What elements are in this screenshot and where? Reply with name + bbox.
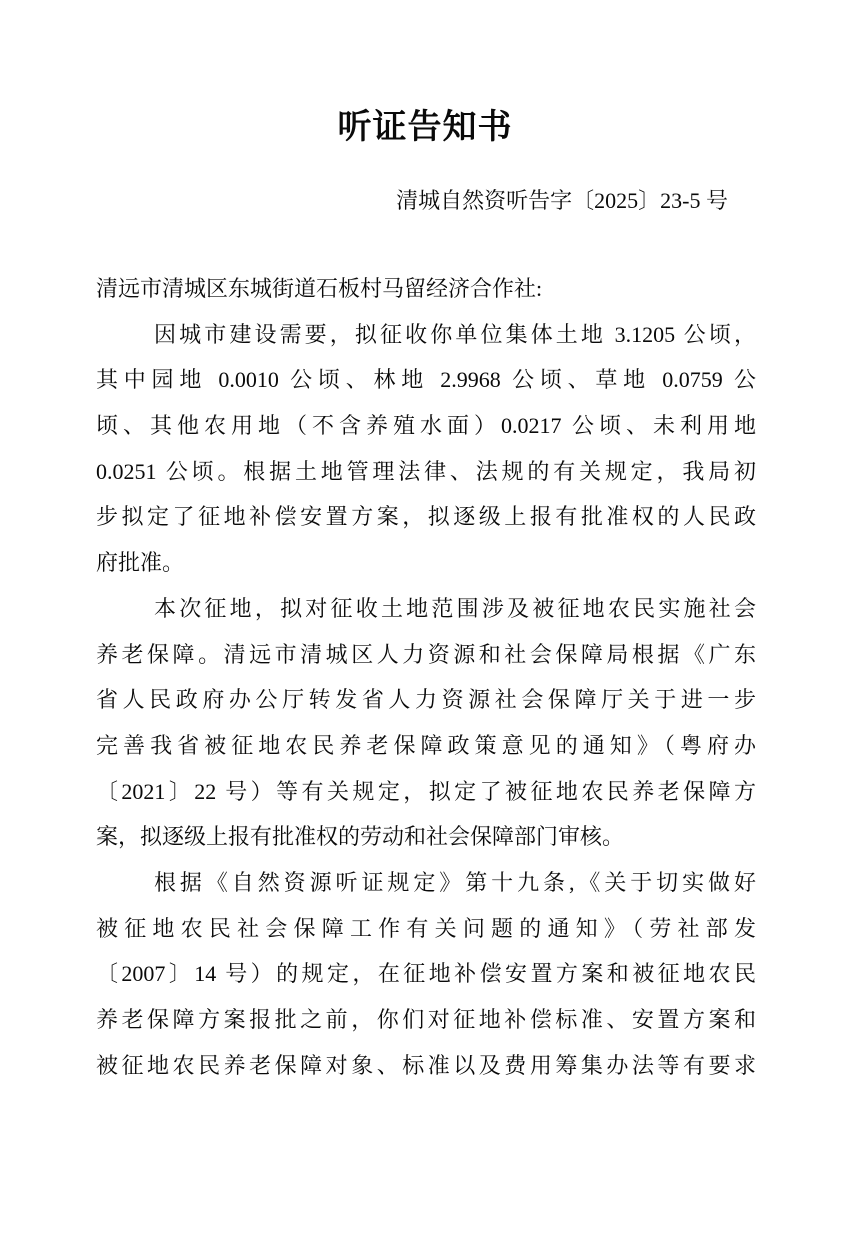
body-line: 案，拟逐级上报有批准权的劳动和社会保障部门审核。	[96, 824, 625, 850]
body-line: 养老保障。清远市清城区人力资源和社会保障局根据《广东	[96, 641, 756, 667]
body-line: 根据《自然资源听证规定》第十九条,《关于切实做好	[154, 869, 756, 895]
body-line: 完善我省被征地农民养老保障政策意见的通知》（粤府办	[96, 732, 756, 758]
body-line: 步拟定了征地补偿安置方案，拟逐级上报有批准权的人民政	[96, 504, 756, 530]
document-title: 听证告知书	[337, 109, 513, 146]
body-line: 因城市建设需要，拟征收你单位集体土地 3.1205 公顷，	[154, 321, 756, 347]
body-line: 养老保障方案报批之前，你们对征地补偿标准、安置方案和	[96, 1007, 756, 1032]
body-line: 本次征地，拟对征收土地范围涉及被征地农民实施社会	[154, 595, 756, 621]
document-body	[96, 266, 756, 1088]
body-line: 〔2007〕14 号）的规定，在征地补偿安置方案和被征地农民	[96, 961, 756, 987]
body-line: 清远市清城区东城街道石板村马留经济合作社:	[96, 276, 543, 301]
body-line: 被征地农民社会保障工作有关问题的通知》（劳社部发	[96, 915, 756, 941]
body-line: 被征地农民养老保障对象、标准以及费用筹集办法等有要求	[96, 1052, 756, 1078]
body-line: 〔2021〕22 号）等有关规定，拟定了被征地农民养老保障方	[96, 778, 756, 804]
body-line: 府批准。	[96, 550, 185, 576]
body-line: 0.0251 公顷。根据土地管理法律、法规的有关规定，我局初	[96, 458, 756, 484]
body-line: 顷、其他农用地（不含养殖水面）0.0217 公顷、未利用地	[96, 413, 756, 439]
document-number: 清城自然资听告字〔2025〕23-5 号	[396, 188, 728, 213]
body-line: 省人民政府办公厅转发省人力资源社会保障厅关于进一步	[96, 687, 756, 713]
body-line: 其中园地 0.0010 公顷、林地 2.9968 公顷、草地 0.0759 公	[96, 367, 756, 393]
